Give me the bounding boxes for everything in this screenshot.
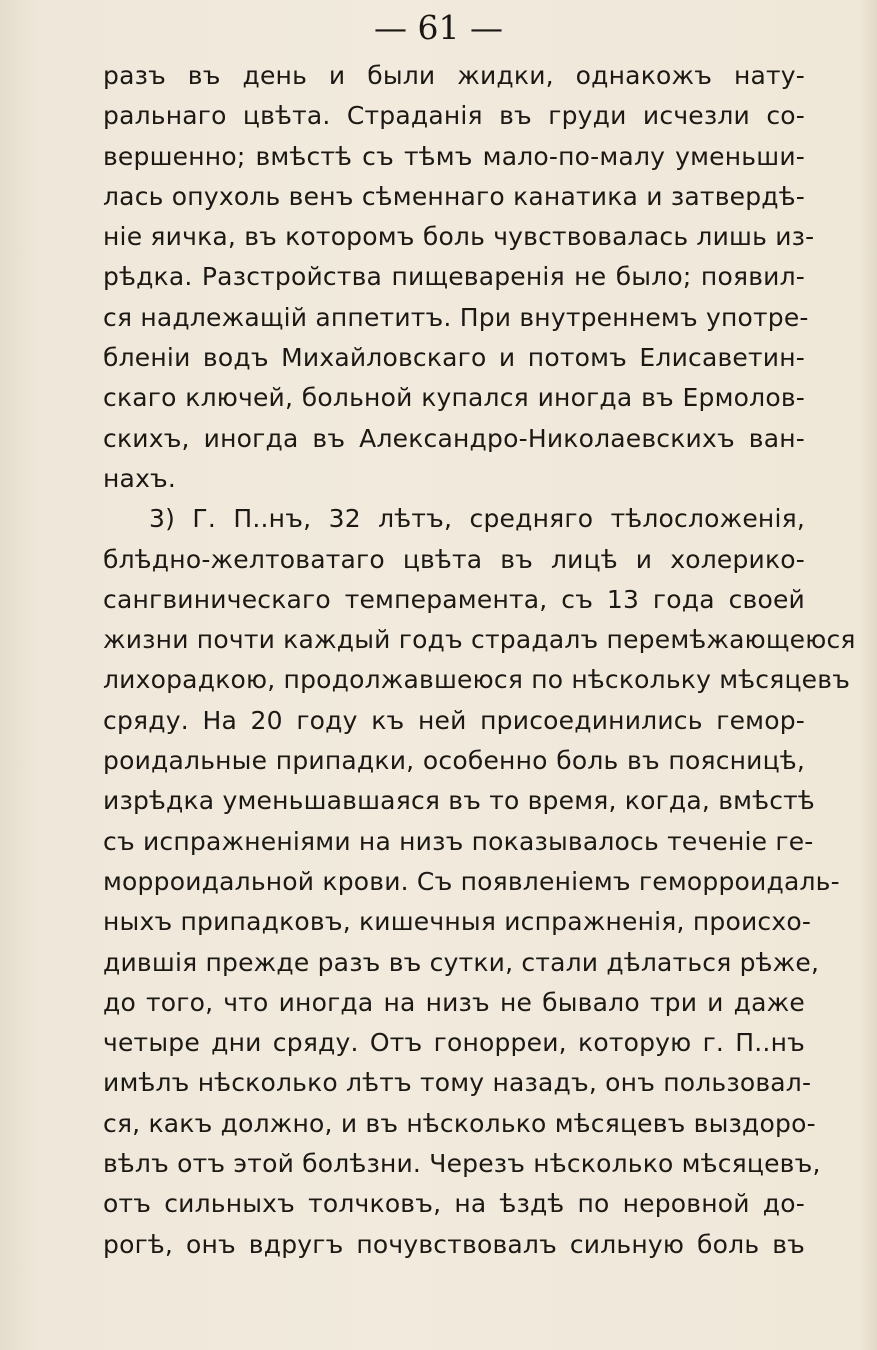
page-number: — 61 —: [374, 8, 503, 47]
text-line: изрѣдка уменьшавшаяся въ то время, когда, вмѣстѣ: [103, 786, 815, 816]
text-line: лихорадкою, продолжавшеюся по нѣскольку мѣсяцевъ: [103, 665, 851, 695]
text-line: рѣдка. Разстройства пищеваренія не было; появил-: [103, 262, 805, 292]
text-line: ральнаго цвѣта. Страданія въ груди исчезли со-: [103, 101, 805, 131]
text-line: до того, что иногда на низъ не бывало три и даже: [103, 987, 805, 1017]
text-line: бленіи водъ Михайловскаго и потомъ Елисаветин-: [103, 343, 805, 373]
text-line: роидальные припадки, особенно боль въ поясницѣ,: [103, 746, 805, 776]
text-line: ся надлежащій аппетитъ. При внутреннемъ употре-: [103, 302, 809, 332]
text-line: скихъ, иногда въ Александро-Николаевскихъ ван-: [103, 423, 805, 453]
text-line: морроидальной крови. Съ появленіемъ геморроидаль-: [103, 866, 840, 896]
text-line: 3) Г. П..нъ, 32 лѣтъ, средняго тѣлосложенія,: [149, 504, 805, 534]
text-line: сряду. На 20 году къ ней присоединились гемор-: [103, 705, 805, 735]
text-line: съ испражненіями на низъ показывалось теченіе ге-: [103, 826, 814, 856]
body-text: [103, 56, 856, 1265]
text-line: вѣлъ отъ этой болѣзни. Черезъ нѣсколько мѣсяцевъ,: [103, 1149, 821, 1179]
text-line: разъ въ день и были жидки, однакожъ нату-: [103, 61, 805, 90]
text-line: нахъ.: [103, 463, 177, 493]
text-line: блѣдно-желтоватаго цвѣта въ лицѣ и холерико-: [103, 544, 805, 574]
text-line: ся, какъ должно, и въ нѣсколько мѣсяцевъ выздоро-: [103, 1108, 816, 1138]
text-line: отъ сильныхъ толчковъ, на ѣздѣ по неровной до-: [103, 1189, 805, 1219]
text-line: имѣлъ нѣсколько лѣтъ тому назадъ, онъ пользовал-: [103, 1068, 812, 1098]
text-line: ныхъ припадковъ, кишечныя испражненія, происхо-: [103, 907, 812, 937]
text-line: ніе яичка, въ которомъ боль чувствовалась лишь из-: [103, 222, 815, 252]
text-line: жизни почти каждый годъ страдалъ перемѣжающеюся: [103, 625, 856, 655]
text-line: сангвиническаго темперамента, съ 13 года своей: [103, 584, 805, 614]
text-line: скаго ключей, больной купался иногда въ Ермолов-: [103, 383, 805, 413]
text-line: дившія прежде разъ въ сутки, стали дѣлаться рѣже,: [103, 947, 820, 977]
text-line: лась опухоль венъ сѣменнаго канатика и затвердѣ-: [103, 181, 805, 211]
text-line: рогѣ, онъ вдругъ почувствовалъ сильную боль въ: [103, 1229, 805, 1259]
text-line: вершенно; вмѣстѣ съ тѣмъ мало-по-малу уменьши-: [103, 141, 805, 171]
text-line: четыре дни сряду. Отъ гонорреи, которую г. П..нъ: [103, 1028, 805, 1058]
